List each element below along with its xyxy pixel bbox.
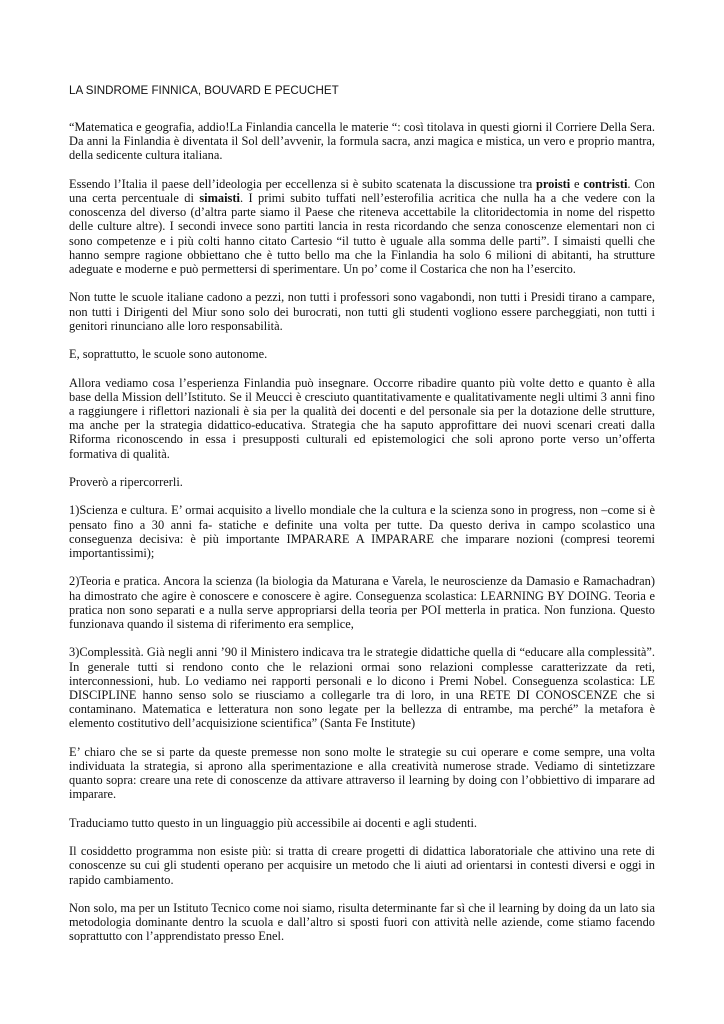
paragraph-italian-schools: Non tutte le scuole italiane cadono a pezzi, non tutti i professori sono vagabondi, non tutti i Presidi tirano a campare, non tutti i Dirigenti del Miur sono solo dei burocrati, non tutti gli studenti vogliono essere parcheggiati, non tutti i genitori rinunciano alle loro responsabilità. — [69, 290, 655, 333]
bold-term-contristi: contristi — [583, 176, 628, 191]
text-span: . I primi subito tuffati nell’esterofilia acritica che nulla ha a che vedere con la conoscenza del diverso (d’altra parte siamo il Paese che riteneva accettabile la clitoridectomia in nome del rispetto delle culture altre). I secondi invece sono partiti lancia in resta ricordando che senza conoscenze elementari non ci sono competenze e i più colti hanno citato Cartesio “il tutto è uguale alla somma delle parti”. I simaisti quelli che hanno sempre ragione obbiettano che è tutto bello ma che la Finlandia ha solo 6 milioni di abitanti, ha strutture adeguate e moderne e può permettersi di sperimentare. Un po’ come il Costarica che non ha l’esercito. — [69, 191, 655, 277]
document-title: LA SINDROME FINNICA, BOUVARD E PECUCHET — [69, 84, 339, 97]
paragraph-technical-institute: Non solo, ma per un Istituto Tecnico come noi siamo, risulta determinante far sì che il learning by doing da un lato sia metodologia dominante dentro la scuola e dall’altro si sposti fuori con attività nelle aziende, come stiamo facendo soprattutto con l’apprendistato presso Enel. — [69, 900, 655, 944]
paragraph-finland-experience: Allora vediamo cosa l’esperienza Finlandia può insegnare. Occorre ribadire quanto più volte detto e quanto è alla base della Mission dell’Istituto. Se il Meucci è cresciuto quantitativamente e qualitativamente negli ultimi 3 anni fino a raggiungere i riflettori nazionali è sia per la qualità dei docenti e del personale sia per la dotazione delle strutture, ma anche per la strategia didattico-educativa. Strategia che ha saputo approfittare dei nuovi scenari creati dalla Riforma riconoscendo in essa i presupposti culturali ed epistemologici che soli aprono porte verso un’offerta formativa di qualità. — [69, 375, 655, 461]
bold-term-proisti: proisti — [536, 176, 571, 191]
document-page — [69, 84, 655, 958]
paragraph-complexity: 3)Complessità. Già negli anni ’90 il Ministero indicava tra le strategie didattiche quella di “educare alla complessità”. In generale tutti si rendono conto che le relazioni ormai sono relazioni complesse caratterizzate da reti, interconnessioni, hub. Lo vediamo nei rapporti personali e lo dicono i Premi Nobel. Conseguenza scolastica: LE DISCIPLINE hanno senso solo se riusciamo a collegarle tra di loro, in una RETE DI CONOSCENZE che si contaminano. Matematica e letteratura non sono legate per la bellezza di entrambe, ma perché” la metafora è elemento costitutivo dell’acquisizione scientifica” (Santa Fe Institute) — [69, 645, 655, 731]
paragraph-translate: Traduciamo tutto questo in un linguaggio più accessibile ai docenti e agli studenti. — [69, 815, 478, 830]
text-span: . Con una certa percentuale di — [69, 176, 655, 205]
paragraph-theory-practice: 2)Teoria e pratica. Ancora la scienza (la biologia da Maturana e Varela, le neuroscienze da Damasio e Ramachadran) ha dimostrato che agire è conoscere e conoscere è agire. Conseguenza scolastica: LEARNING BY DOING. Teoria e pratica non sono separati e a nulla serve appropriarsi della teoria per POI metterla in pratica. Non funziona. Questo funzionava quando il sistema di riferimento era semplice, — [69, 574, 655, 631]
bold-term-simaisti: simaisti — [199, 191, 240, 205]
text-span: e — [570, 176, 584, 191]
paragraph-retrace: Proverò a ripercorrerli. — [69, 475, 183, 489]
paragraph-ideology — [69, 177, 655, 276]
text-span: Essendo l’Italia il paese dell’ideologia per eccellenza si è subito scatenata la discussione tra — [69, 176, 537, 191]
paragraph-autonomy: E, soprattutto, le scuole sono autonome. — [69, 347, 268, 362]
paragraph-strategy: E’ chiaro che se si parte da queste premesse non sono molte le strategie su cui operare e come sempre, una volta individuata la strategia, si aprono alla sperimentazione e alla creatività numerose strade. Vediamo di sintetizzare quanto sopra: creare una rete di conoscenze da attivare attraverso il learning by doing con l’obbiettivo di imparare ad imparare. — [69, 744, 655, 802]
paragraph-science-culture: 1)Scienza e cultura. E’ ormai acquisito a livello mondiale che la cultura e la scienza sono in progress, non –come si è pensato fino a 30 anni fa- statiche e definite una volta per tutte. Da questo deriva in campo scolastico una conseguenza decisiva: è più importante IMPARARE A IMPARARE che imparare nozioni (compresi teoremi importantissimi); — [69, 503, 655, 560]
paragraph-program: Il cosiddetto programma non esiste più: si tratta di creare progetti di didattica laboratoriale che attivino una rete di conoscenze su cui gli studenti operano per acquisire un metodo che li aiuti ad orientarsi in contesti diversi e oggi in rapido cambiamento. — [69, 844, 655, 887]
paragraph-intro: “Matematica e geografia, addio!La Finlandia cancella le materie “: così titolava in questi giorni il Corriere Della Sera. Da anni la Finlandia è diventata il Sol dell’avvenir, la formula sacra, anzi magica e mistica, un vero e proprio mantra, della sedicente cultura italiana. — [69, 120, 655, 163]
